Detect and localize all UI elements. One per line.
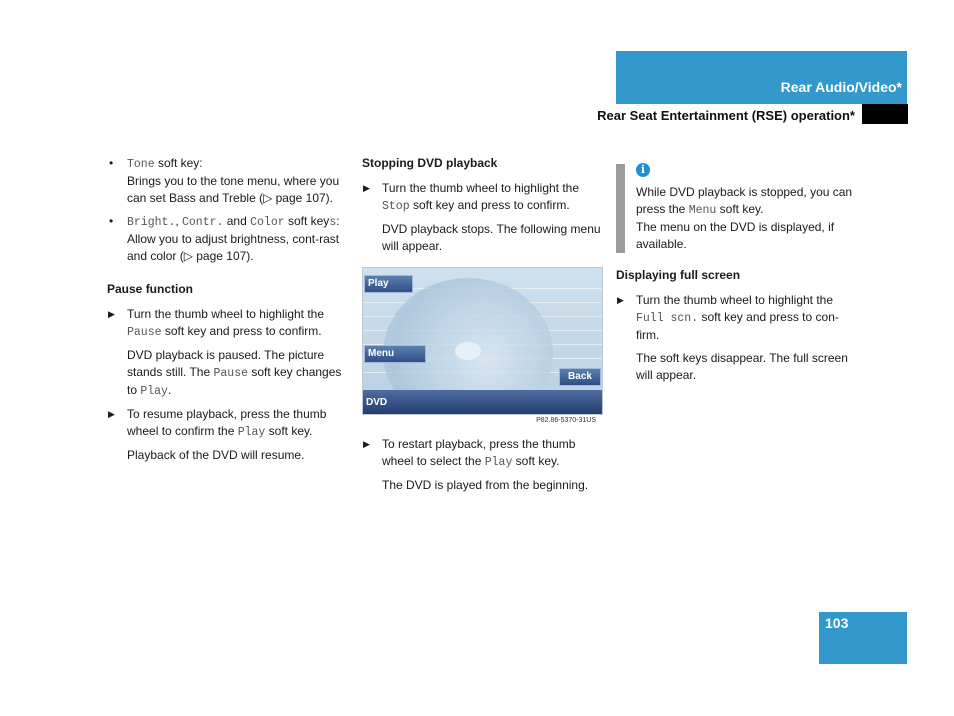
section-tab-marker bbox=[862, 104, 908, 124]
info-sidebar bbox=[616, 164, 625, 253]
play-softkey: Play bbox=[364, 275, 413, 293]
bullet-icon: • bbox=[109, 214, 114, 228]
softkey-label: Tone bbox=[127, 158, 155, 171]
arrow-icon: ▶ bbox=[617, 295, 624, 305]
dvd-status-bar: DVD bbox=[363, 390, 602, 414]
heading-stopping: Stopping DVD playback bbox=[362, 156, 498, 170]
heading-full-screen: Displaying full screen bbox=[616, 268, 741, 282]
paragraph: DVD playback is paused. The picture stands still. The Pause soft key changes to Play. bbox=[127, 348, 342, 398]
header-banner bbox=[616, 51, 907, 104]
image-caption: P82.86-5370-31US bbox=[536, 417, 596, 424]
back-softkey: Back bbox=[559, 368, 601, 386]
step-item: ▶ To resume playback, press the thumb wheel to confirm the Play soft key. bbox=[108, 407, 327, 439]
menu-softkey: Menu bbox=[364, 345, 426, 363]
info-icon: i bbox=[636, 163, 650, 177]
page-number: 103 bbox=[825, 615, 849, 631]
step-item: ▶ Turn the thumb wheel to highlight the Pause soft key and press to confirm. bbox=[108, 307, 325, 339]
page-number-box bbox=[819, 612, 907, 664]
arrow-icon: ▶ bbox=[363, 183, 370, 193]
step-item: ▶ Turn the thumb wheel to highlight the Stop soft key and press to confirm. bbox=[363, 181, 580, 213]
column-3 bbox=[616, 157, 861, 390]
arrow-icon: ▶ bbox=[108, 309, 115, 319]
heading-pause: Pause function bbox=[107, 282, 194, 296]
paragraph: The DVD is played from the beginning. bbox=[382, 478, 589, 492]
paragraph: Playback of the DVD will resume. bbox=[127, 448, 305, 462]
info-note: i While DVD playback is stopped, you can press the Menu soft key. The menu on the DVD is displayed, if available. bbox=[616, 157, 861, 253]
list-item: • Tone soft key: Brings you to the tone menu, where you can set Bass and Treble (▷ page 107). bbox=[109, 156, 340, 205]
column-1 bbox=[107, 155, 352, 470]
paragraph: DVD playback stops. The following menu will appear. bbox=[382, 222, 601, 253]
softkey-label: Color bbox=[250, 216, 285, 229]
arrow-icon: ▶ bbox=[108, 409, 115, 419]
dvd-menu-screenshot bbox=[362, 267, 603, 415]
paragraph: The soft keys disappear. The full screen will appear. bbox=[636, 351, 848, 382]
softkey-label: Contr. bbox=[181, 216, 224, 229]
softkey-label: Bright. bbox=[127, 216, 176, 229]
section-title: Rear Audio/Video* bbox=[780, 79, 902, 95]
step-item: ▶ Turn the thumb wheel to highlight the Full scn. soft key and press to con-firm. bbox=[617, 293, 839, 342]
column-2 bbox=[362, 155, 602, 500]
step-item: ▶ To restart playback, press the thumb wheel to select the Play soft key. bbox=[363, 437, 576, 469]
bullet-icon: • bbox=[109, 156, 114, 170]
section-subtitle: Rear Seat Entertainment (RSE) operation* bbox=[597, 108, 855, 123]
list-item: • Bright., Contr. and Color soft keys: Allow you to adjust brightness, cont-rast and color (▷ page 107). bbox=[109, 214, 340, 263]
arrow-icon: ▶ bbox=[363, 439, 370, 449]
